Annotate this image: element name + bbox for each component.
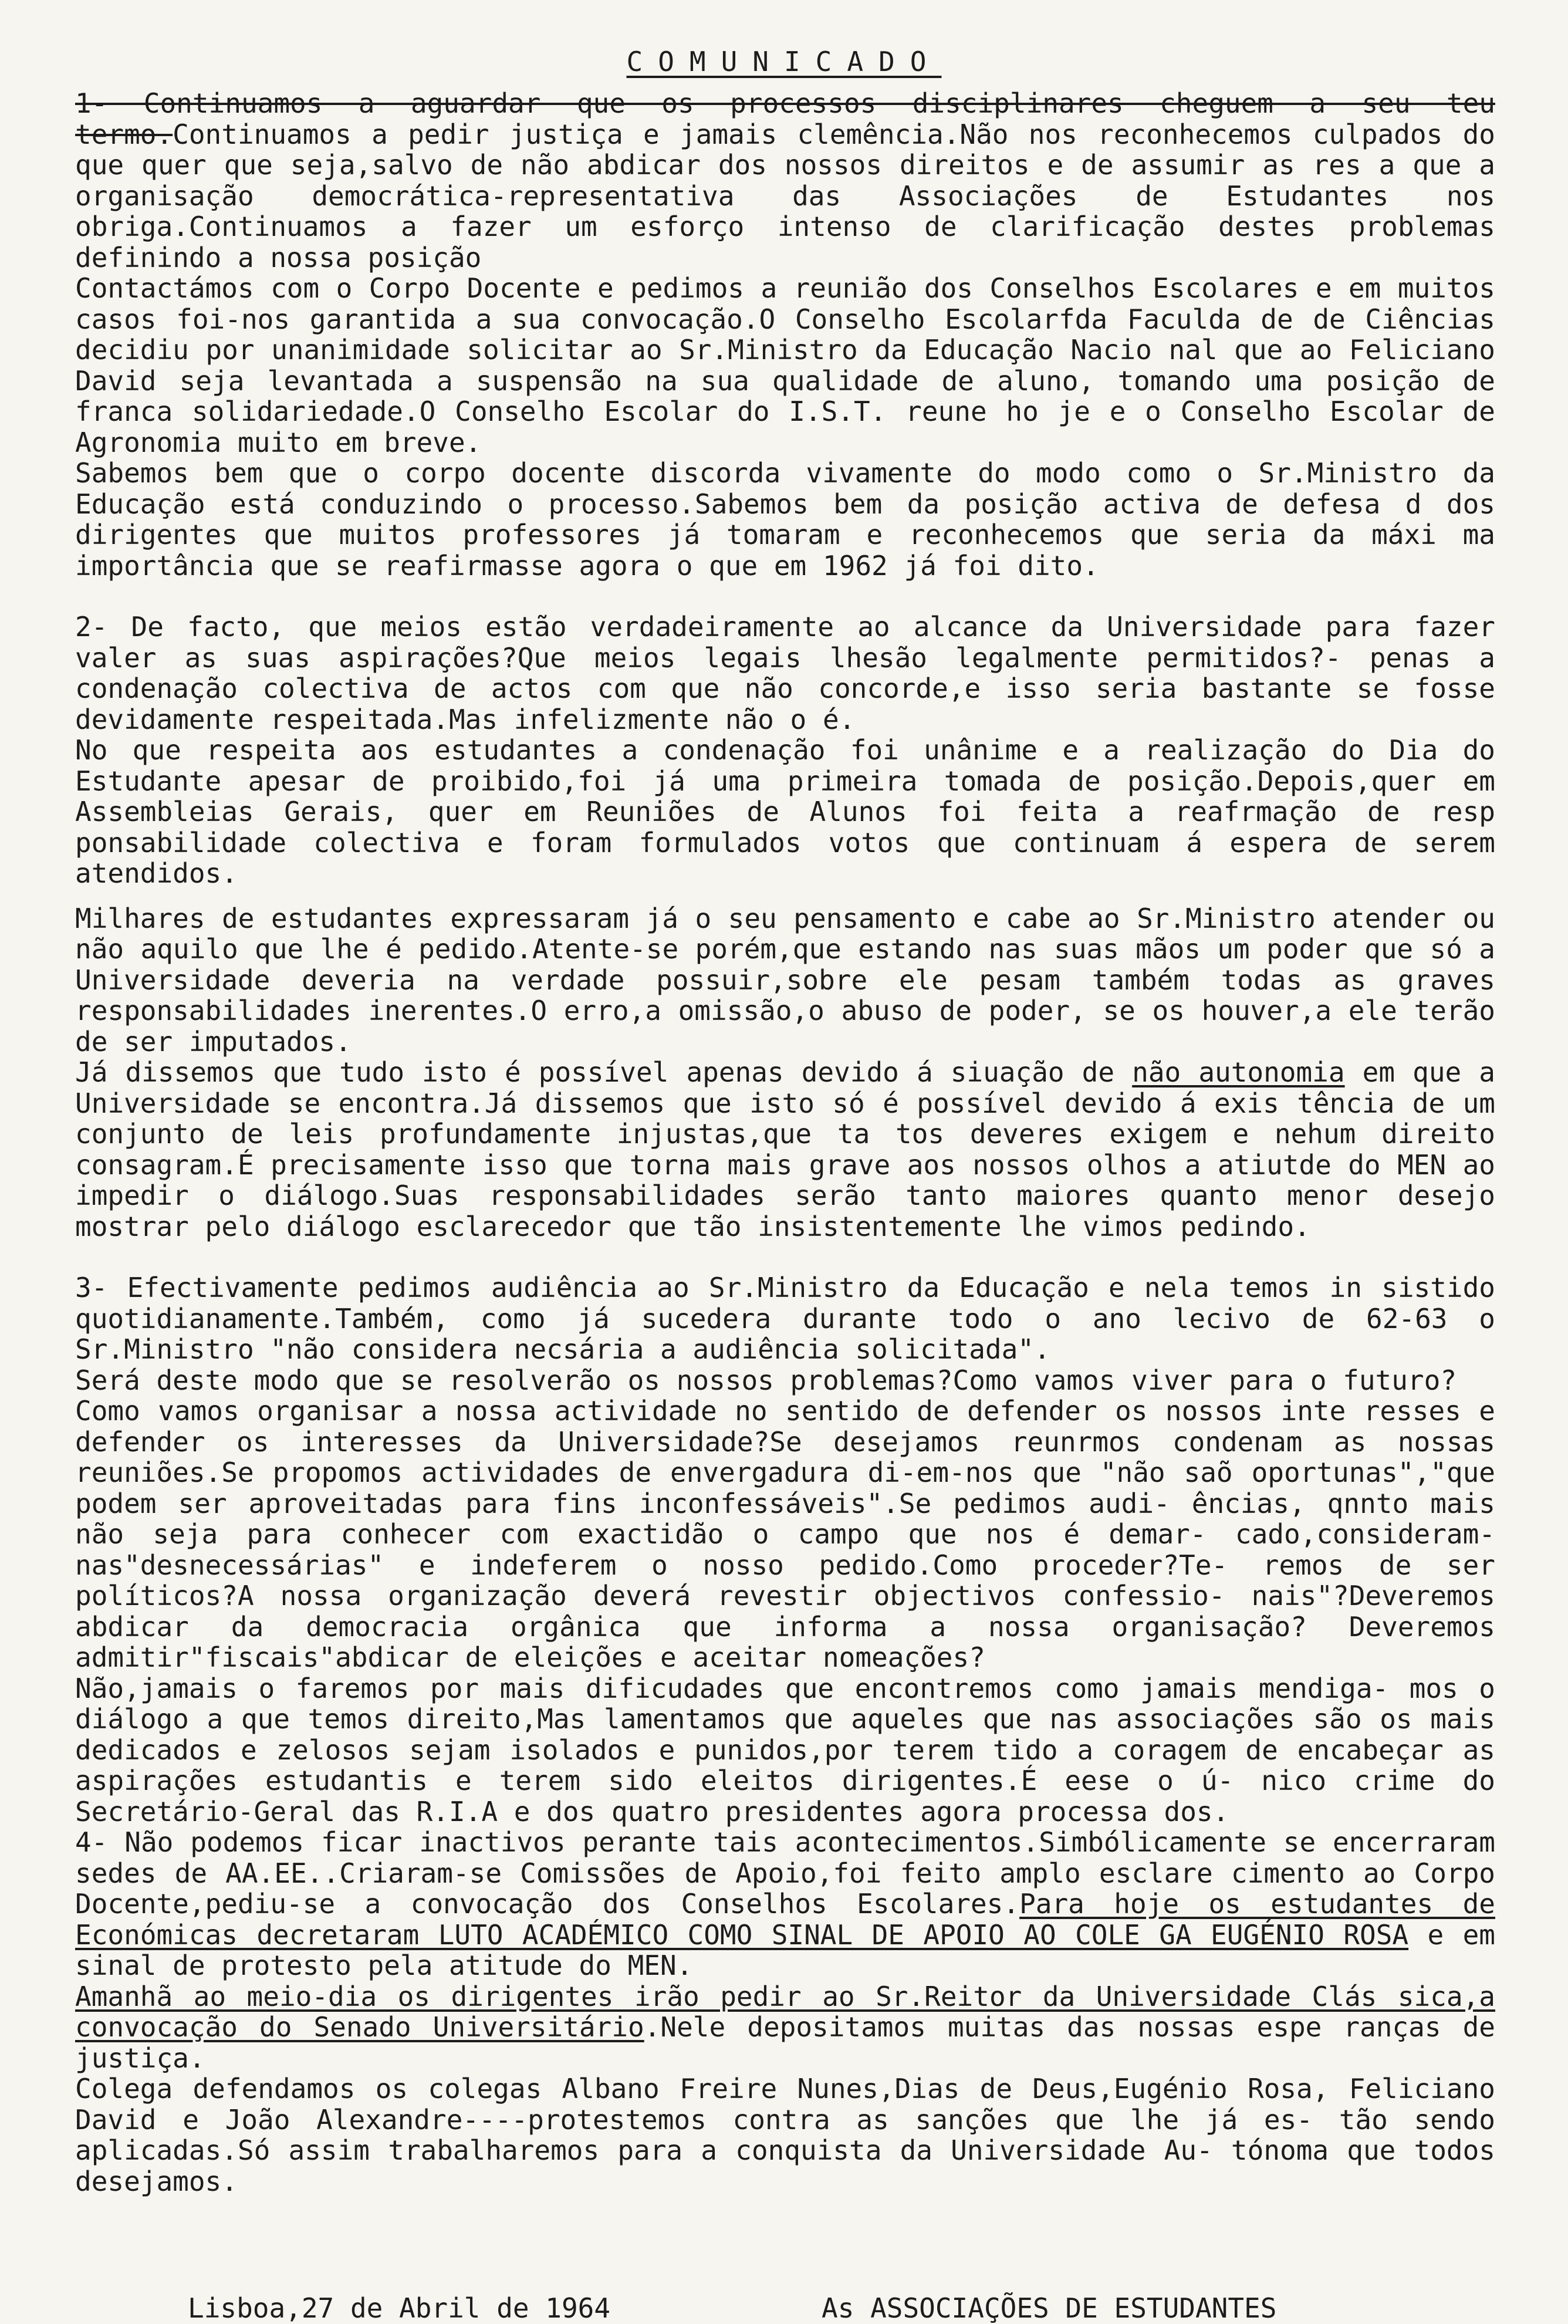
section-1-text: Continuamos a pedir justiça e jamais clemência.Não nos reconhecemos culpados do que quer que seja,salvo de não abdicar dos nossos direitos e de assumir as res a que a organisação democrática-representativa das Associações de Estudantes nos obriga.Continuamos a fazer um esforço intenso de clarificação destes problemas definindo a nossa posição <box>75 118 1495 273</box>
section-4-paragraph-3: Colega defendamos os colegas Albano Freire Nunes,Dias de Deus,Eugénio Rosa, Feliciano David e João Alexandre----protestemos contra as sanções que lhe já es- tão sendo aplicadas.Só assim trabalharemos para a conquista da Universidade Au- tónoma que todos desejamos. <box>75 2073 1495 2197</box>
section-4-p1-a: 4- Não podemos ficar inactivos perante tais acontecimentos.Simbólicamente se encerraram sedes de AA.EE..Criaram-se Comissões de Apoio,foi feito amplo esclare cimento ao Corpo Docente,pediu-se a convocação dos Conselhos Escolares. <box>75 1826 1495 1920</box>
section-3-paragraph-4: Não,jamais o faremos por mais dificudades que encontremos como jamais mendiga- mos o diálogo a que temos direito,Mas lamentamos que aqueles que nas associações são os mais dedicados e zelosos sejam isolados e punidos,por terem tido a coragem de encabeçar as aspirações estudantis e terem sido eleitos dirigentes.É eese o ú- nico crime do Secretário-Geral das R.I.A e dos quatro presidentes agora processa dos. <box>75 1672 1495 1828</box>
spacer <box>75 1242 1495 1272</box>
section-4-paragraph-2 <box>75 1981 1495 2074</box>
place-date: Lisboa,27 de Abril de 1964 <box>188 2292 611 2324</box>
struck-text: 1- Continuamos a aguardar que os processos disciplinares cheguem a seu teu termo. <box>75 87 1495 150</box>
signatory: As ASSOCIAÇÕES DE ESTUDANTES <box>822 2292 1277 2324</box>
section-1-paragraph-2: Contactámos com o Corpo Docente e pedimos a reunião dos Conselhos Escolares e em muitos casos foi-nos garantida a sua convocação.O Conselho Escolarfda Faculda de de Ciências decidiu por unanimidade solicitar ao Sr.Ministro da Educação Nacio nal que ao Feliciano David seja levantada a suspensão na sua qualidade de aluno, tomando uma posição de franca solidariedade.O Conselho Escolar do I.S.T. reune ho je e o Conselho Escolar de Agronomia muito em breve. <box>75 272 1495 458</box>
section-4-paragraph-1 <box>75 1827 1495 1981</box>
section-4-p1-b: e em sinal de protesto pela atitude do MEN. <box>75 1918 1495 1981</box>
section-2-paragraph-4 <box>75 1057 1495 1242</box>
document-body <box>75 88 1495 2197</box>
underlined-phrase: Para hoje os estudantes de Económicas decretaram LUTO ACADÉMICO COMO SINAL DE APOIO AO COLE GA EUGÉNIO ROSA <box>75 1888 1495 1951</box>
section-2-paragraph-1: 2- De facto, que meios estão verdadeiramente ao alcance da Universidade para fazer valer as suas aspirações?Que meios legais lhesão legalmente permitidos?- penas a condenação colectiva de actos com que não concorde,e isso seria bastante se fosse devidamente respeitada.Mas infelizmente não o é. <box>75 611 1495 735</box>
section-2-paragraph-3: Milhares de estudantes expressaram já o seu pensamento e cabe ao Sr.Ministro atender ou não aquilo que lhe é pedido.Atente-se porém,que estando nas suas mãos um poder que só a Universidade deveria na verdade possuir,sobre ele pesam também todas as graves responsabilidades inerentes.O erro,a omissão,o abuso de poder, se os houver,a ele terão de ser imputados. <box>75 902 1495 1058</box>
section-2-p4-b: em que a Universidade se encontra.Já dissemos que isto só é possível devido á exis tência de um conjunto de leis profundamente injustas,que ta tos deveres exigem e nehum direito consagram.É precisamente isso que torna mais grave aos nossos olhos a atiutde do MEN ao impedir o diálogo.Suas responsabilidades serão tanto maiores quanto menor desejo mostrar pelo diálogo esclarecedor que tão insistentemente lhe vimos pedindo. <box>75 1056 1496 1242</box>
section-4-p2-b: .Nele depositamos muitas das nossas espe ranças de justiça. <box>75 2011 1496 2074</box>
section-2-paragraph-2: No que respeita aos estudantes a condenação foi unânime e a realização do Dia do Estudante apesar de proibido,foi já uma primeira tomada de posição.Depois,quer em Assembleias Gerais, quer em Reuniões de Alunos foi feita a reafrmação de resp ponsabilidade colectiva e foram formulados votos que continuam á espera de serem atendidos. <box>75 734 1495 889</box>
document-title: COMUNICADO <box>626 46 942 77</box>
section-2-p4-a: Já dissemos que tudo isto é possível apenas devido á siuação de <box>75 1056 1133 1088</box>
section-3-paragraph-1: 3- Efectivamente pedimos audiência ao Sr.Ministro da Educação e nela temos in sistido quotidianamente.Também, como já sucedera durante todo o ano lecivo de 62-63 o Sr.Ministro "não considera necsária a audiência solicitada". <box>75 1272 1495 1365</box>
section-3-paragraph-2: Será deste modo que se resolverão os nossos problemas?Como vamos viver para o futuro? <box>75 1364 1457 1396</box>
section-1-paragraph-3: Sabemos bem que o corpo docente discorda vivamente do modo como o Sr.Ministro da Educação está conduzindo o processo.Sabemos bem da posição activa de defesa d dos dirigentes que muitos professores já tomaram e reconhecemos que seria da máxi ma importância que se reafirmasse agora o que em 1962 já foi dito. <box>75 457 1495 582</box>
underlined-phrase: não autonomia <box>1132 1056 1345 1088</box>
underlined-phrase: Amanhã ao meio-dia os dirigentes irão pedir ao Sr.Reitor da Universidade Clás sica,a convocação do Senado Universitário <box>75 1980 1495 2043</box>
section-1-paragraph-1 <box>75 88 1495 273</box>
spacer <box>75 581 1495 612</box>
section-3-paragraph-3: Como vamos organisar a nossa actividade no sentido de defender os nossos inte resses e defender os interesses da Universidade?Se desejamos reunrmos condenam as nossas reuniões.Se propomos actividades de envergadura di-em-nos que "não saõ oportunas","que podem ser aproveitadas para fins inconfessáveis".Se pedimos audi- ências, qnnto mais não seja para conhecer com exactidão o campo que nos é demar- cado,consideram-nas"desnecessárias" e indeferem o nosso pedido.Como proceder?Te- remos de ser políticos?A nossa organização deverá revestir objectivos confessio- nais"?Deveremos abdicar da democracia orgânica que informa a nossa organisação? Deveremos admitir"fiscais"abdicar de eleições e aceitar nomeações? <box>75 1395 1495 1673</box>
